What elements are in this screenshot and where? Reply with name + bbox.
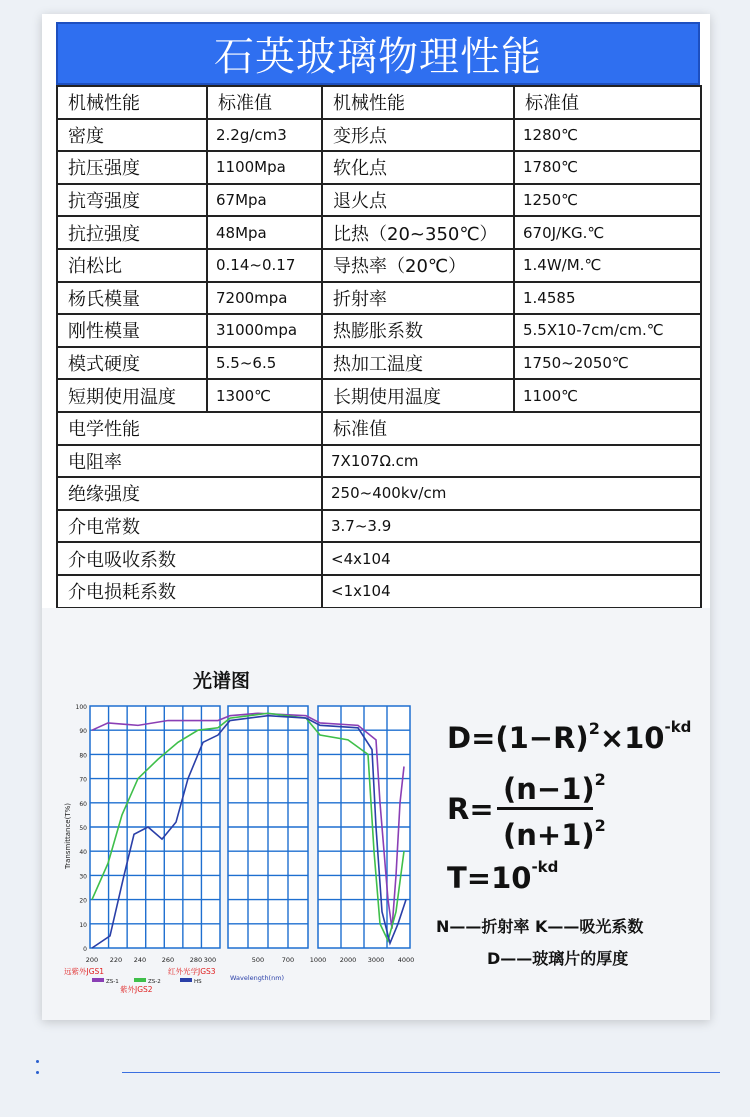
property-name: 泊松比 (57, 249, 207, 282)
table-row (57, 347, 701, 380)
table-row (57, 249, 701, 282)
table-row (57, 445, 701, 478)
y-axis-label: Transmittance(T%) (64, 802, 72, 870)
formula-exponent: 2 (594, 770, 606, 789)
property-name: 模式硬度 (57, 347, 207, 380)
property-name: 退火点 (322, 184, 514, 217)
legend-label-zs1: ZS-1 (106, 979, 119, 985)
properties-table (56, 85, 702, 609)
property-value: 0.14~0.17 (207, 249, 322, 282)
y-tick-label: 100 (75, 704, 87, 711)
legend-label-uv: 紫外JGS2 (120, 985, 153, 994)
formula-exponent: 2 (594, 816, 606, 835)
x-tick-label: 500 (251, 956, 265, 964)
x-tick-label: 300 (203, 956, 217, 964)
x-tick-label: 700 (281, 956, 295, 964)
spectrum-chart (58, 696, 418, 1000)
property-name: 抗拉强度 (57, 216, 207, 249)
property-value: <4x104 (322, 542, 701, 575)
x-tick-label: 1000 (309, 956, 327, 964)
fraction-bar (497, 807, 593, 810)
formula-text: ×10 (599, 721, 665, 755)
page-title: 石英玻璃物理性能 (56, 22, 700, 85)
property-value: 670J/KG.℃ (514, 216, 701, 249)
x-tick-label: 240 (133, 956, 147, 964)
table-row (57, 314, 701, 347)
property-name: 绝缘强度 (57, 477, 322, 510)
footer-divider (122, 1072, 720, 1073)
legend-swatch-zs2 (134, 978, 146, 982)
table-row (57, 575, 701, 608)
property-value: 7X107Ω.cm (322, 445, 701, 478)
table-row (57, 477, 701, 510)
property-value: 1780℃ (514, 151, 701, 184)
property-value: <1x104 (322, 575, 701, 608)
x-tick-label: 280 (189, 956, 203, 964)
y-tick-label: 90 (79, 728, 87, 736)
symbol-legend-line1: N——折射率 K——吸光系数 (436, 917, 644, 936)
formula-exponent: 2 (588, 719, 600, 738)
legend-swatch-zs1 (92, 978, 104, 982)
property-name: 短期使用温度 (57, 379, 207, 412)
header-cell: 机械性能 (322, 86, 514, 119)
y-tick-label: 70 (79, 776, 87, 784)
property-name: 电阻率 (57, 445, 322, 478)
legend-label-zs2: ZS-2 (148, 979, 161, 985)
property-name: 比热（20~350℃） (322, 216, 514, 249)
property-name: 介电吸收系数 (57, 542, 322, 575)
formula-text: T=10 (447, 861, 532, 895)
header-cell: 机械性能 (57, 86, 207, 119)
y-tick-label: 0 (83, 946, 87, 953)
x-tick-label: 2000 (339, 956, 357, 964)
table-row (57, 510, 701, 543)
property-value: 1100Mpa (207, 151, 322, 184)
header-cell: 标准值 (322, 412, 701, 445)
formula-density (447, 718, 691, 755)
property-name: 密度 (57, 119, 207, 152)
formula-exponent: -kd (664, 718, 692, 736)
property-name: 热膨胀系数 (322, 314, 514, 347)
formula-exponent: -kd (531, 858, 559, 876)
table-row (57, 151, 701, 184)
mech-header-row (57, 86, 701, 119)
header-cell: 标准值 (207, 86, 322, 119)
property-name: 长期使用温度 (322, 379, 514, 412)
table-row (57, 282, 701, 315)
property-name: 刚性模量 (57, 314, 207, 347)
property-value: 31000mpa (207, 314, 322, 347)
property-value: 5.5~6.5 (207, 347, 322, 380)
y-tick-label: 50 (79, 825, 87, 832)
legend-label-ir: 红外光学JGS3 (168, 967, 216, 976)
y-tick-label: 60 (79, 800, 87, 808)
table-row (57, 542, 701, 575)
x-tick-label: 3000 (367, 956, 385, 964)
property-value: 250~400kv/cm (322, 477, 701, 510)
formula-transmittance (447, 858, 558, 895)
y-tick-label: 30 (79, 873, 87, 881)
property-value: 2.2g/cm3 (207, 119, 322, 152)
property-name: 热加工温度 (322, 347, 514, 380)
property-value: 5.5X10-7cm/cm.℃ (514, 314, 701, 347)
property-name: 介电常数 (57, 510, 322, 543)
formula-text: (n−1) (503, 772, 595, 806)
table-row (57, 119, 701, 152)
x-tick-label: 260 (161, 956, 175, 964)
property-value: 1750~2050℃ (514, 347, 701, 380)
property-name: 抗弯强度 (57, 184, 207, 217)
property-name: 介电损耗系数 (57, 575, 322, 608)
x-tick-label: 220 (109, 956, 123, 964)
formula-text: (n+1) (503, 818, 595, 852)
legend-swatch-hs (180, 978, 192, 982)
y-tick-label: 80 (79, 752, 87, 760)
legend-label-uv-far: 远紫外JGS1 (64, 967, 105, 976)
decor-dots (36, 1060, 40, 1078)
property-name: 杨氏模量 (57, 282, 207, 315)
property-name: 导热率（20℃） (322, 249, 514, 282)
y-tick-label: 10 (79, 921, 87, 929)
property-value: 1280℃ (514, 119, 701, 152)
legend-label-hs: HS (194, 979, 202, 985)
property-value: 1300℃ (207, 379, 322, 412)
x-tick-label: 200 (85, 956, 99, 964)
symbol-legend-line2: D——玻璃片的厚度 (487, 949, 629, 968)
table-row (57, 216, 701, 249)
elec-header-row (57, 412, 701, 445)
property-name: 变形点 (322, 119, 514, 152)
table-row (57, 379, 701, 412)
property-name: 抗压强度 (57, 151, 207, 184)
property-value: 1.4W/M.℃ (514, 249, 701, 282)
property-name: 软化点 (322, 151, 514, 184)
formula-denominator (503, 816, 606, 852)
header-cell: 标准值 (514, 86, 701, 119)
property-value: 3.7~3.9 (322, 510, 701, 543)
formula-text: D=(1−R) (447, 721, 589, 755)
property-value: 67Mpa (207, 184, 322, 217)
formula-lhs: R= (447, 792, 494, 826)
table-row (57, 184, 701, 217)
property-value: 48Mpa (207, 216, 322, 249)
property-value: 1100℃ (514, 379, 701, 412)
y-tick-label: 40 (79, 849, 87, 857)
property-value: 7200mpa (207, 282, 322, 315)
formula-numerator (503, 770, 606, 806)
property-value: 1.4585 (514, 282, 701, 315)
x-tick-label: 4000 (397, 956, 415, 964)
y-tick-label: 20 (79, 897, 87, 905)
x-axis-label: Wavelength(nm) (230, 974, 285, 982)
header-cell: 电学性能 (57, 412, 322, 445)
property-name: 折射率 (322, 282, 514, 315)
spectrum-title: 光谱图 (193, 670, 251, 692)
property-value: 1250℃ (514, 184, 701, 217)
